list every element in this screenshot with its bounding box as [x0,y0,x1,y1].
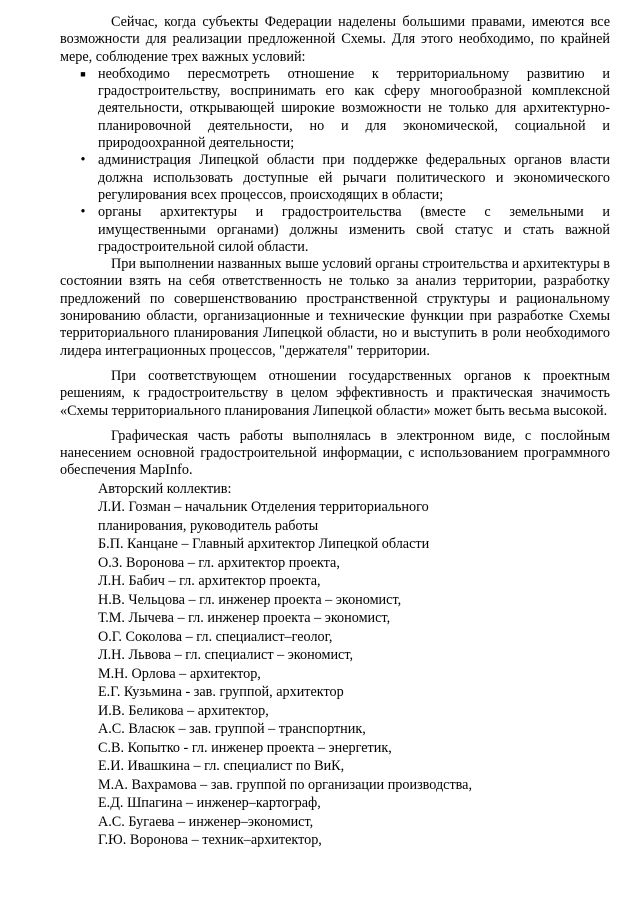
author-line: М.А. Вахрамова – зав. группой по организации производства, [98,776,473,793]
author-line: А.С. Власюк – зав. группой – транспортник, [98,721,366,738]
author-line: Л.Н. Львова – гл. специалист – экономист, [98,647,354,664]
author-line: Е.Г. Кузьмина - зав. группой, архитектор [98,684,344,701]
author-line: И.В. Беликова – архитектор, [98,702,269,719]
round-bullet-icon: • [80,204,86,221]
author-line: С.В. Копытко - гл. инженер проекта – энергетик, [98,739,392,756]
list-item-text: необходимо пересмотреть отношение к территориальному развитию и градостроительству, воспринимать его как сферу многообразной комплексной деятельности, открывающей широкие возможности не только для архитектурно-планировочной деятельности, но и для экономической, социальной и природоохранной деятельности; [98,65,610,152]
author-line: Л.Н. Бабич – гл. архитектор проекта, [98,573,321,590]
author-line: А.С. Бугаева – инженер–экономист, [98,813,314,830]
author-line: О.З. Воронова – гл. архитектор проекта, [98,554,340,571]
list-item-text: администрация Липецкой области при поддержке федеральных органов власти должна использовать доступные ей рычаги политического и экономического регулирования всех процессов, происходящих в области; [98,152,610,203]
author-line: Г.Ю. Воронова – техник–архитектор, [98,832,322,849]
author-line: Е.Д. Шпагина – инженер–картограф, [98,795,321,812]
effectiveness-paragraph: При соответствующем отношении государственных органов к проектным решениям, к градостроительству в целом эффективность и практическая значимость «Схемы территориального планирования Липецкой области» может быть весьма высокой. [60,367,610,419]
list-item-text: органы архитектуры и градостроительства (вместе с земельными и имущественными органами) должны изменить свой статус и стать важной градостроительной силой области. [98,204,610,255]
round-bullet-icon: • [80,152,86,169]
author-line: Е.И. Ивашкина – гл. специалист по ВиК, [98,758,345,775]
author-line: Н.В. Чельцова – гл. инженер проекта – экономист, [98,591,402,608]
author-line: О.Г. Соколова – гл. специалист–геолог, [98,628,333,645]
author-line: Т.М. Лычева – гл. инженер проекта – экономист, [98,610,391,627]
authors-block [98,480,610,850]
square-bullet-icon: ■ [80,68,86,79]
responsibility-paragraph: При выполнении названных выше условий органы строительства и архитектуры в состоянии взять на себя ответственность не только за анализ территории, разработку предложений по совершенствованию пространственной структуры и рациональному зонированию области, организационные и технические функции при разработке Схемы территориального планирования Липецкой области, но и выступить в роли необходимого лидера интеграционных процессов, "держателя" территории. [60,256,610,359]
list-item [60,66,610,152]
list-item [60,152,610,204]
document-page [60,14,610,850]
author-line: М.Н. Орлова – архитектор, [98,665,261,682]
intro-paragraph: Сейчас, когда субъекты Федерации наделены большими правами, имеются все возможности для реализации предложенной Схемы. Для этого необходимо, по крайней мере, соблюдение трех важных условий: [60,14,610,65]
author-line: планирования, руководитель работы [98,517,319,534]
author-line: Б.П. Канцане – Главный архитектор Липецкой области [98,536,430,553]
authors-heading: Авторский коллектив: [98,480,232,497]
conditions-list [60,66,610,256]
author-line: Л.И. Гозман – начальник Отделения территориального [98,499,429,516]
list-item [60,204,610,256]
graphics-paragraph: Графическая часть работы выполнялась в электронном виде, с послойным нанесением основной градостроительной информации, с использованием программного обеспечения MapInfo. [60,427,610,479]
